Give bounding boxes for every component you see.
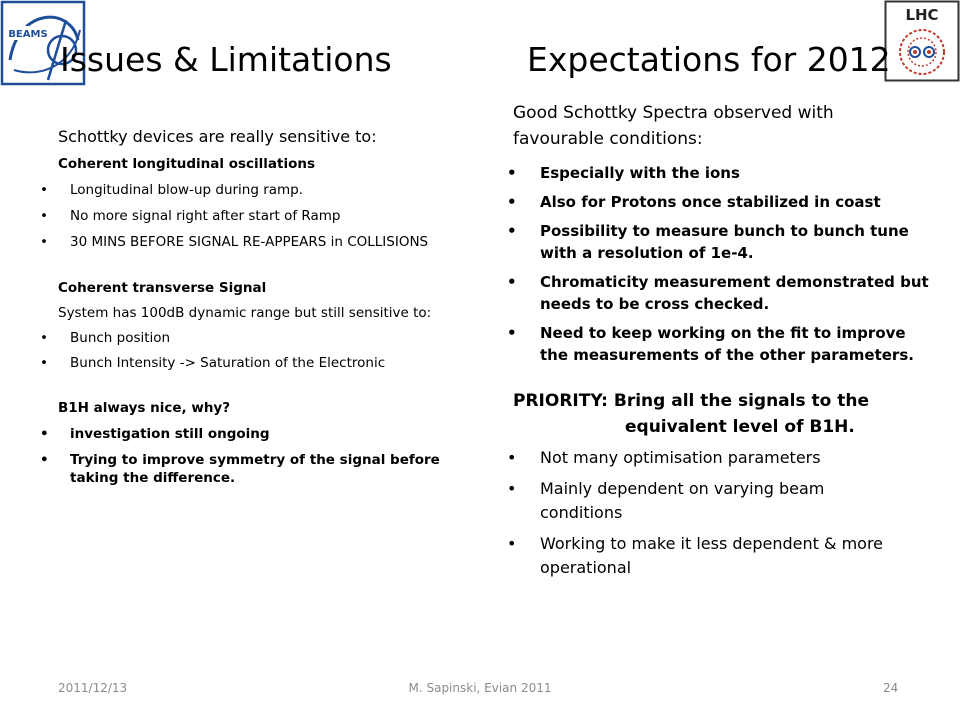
right-bullet: • Especially with the ions	[505, 162, 943, 184]
section2-bullet: • Bunch position	[40, 329, 468, 347]
left-column	[58, 126, 468, 487]
priority-bullet: • Not many optimisation parameters	[505, 446, 943, 470]
section3-bullet: • Trying to improve symmetry of the signal before taking the difference.	[40, 451, 462, 487]
section2-heading: Coherent transverse Signal	[58, 280, 267, 296]
right-bullet: • Need to keep working on the fit to improve the measurements of the other parameters.	[505, 322, 935, 366]
priority-bullet: • Working to make it less dependent & more operational	[505, 532, 920, 580]
left-intro: Schottky devices are really sensitive to:	[58, 127, 377, 146]
priority-line2: equivalent level of B1H.	[625, 417, 855, 437]
right-bullet: • Chromaticity measurement demonstrated but needs to be cross checked.	[505, 271, 935, 315]
right-column	[513, 100, 943, 580]
footer-page-number: 24	[883, 681, 899, 695]
section3-heading: B1H always nice, why?	[58, 400, 231, 416]
section2-intro: System has 100dB dynamic range but still sensitive to:	[58, 305, 432, 321]
priority-bullet: • Mainly dependent on varying beam conditions	[505, 477, 900, 525]
section1-bullet: • No more signal right after start of Ramp	[40, 207, 468, 225]
section2-bullet: • Bunch Intensity -> Saturation of the Electronic	[40, 354, 468, 372]
left-slide-title: Issues & Limitations	[60, 40, 392, 79]
beams-logo-text: BEAMS	[8, 29, 48, 40]
section3-bullet: • investigation still ongoing	[40, 425, 468, 443]
section1-bullet: • Longitudinal blow-up during ramp.	[40, 181, 468, 199]
lhc-logo-graphic	[884, 0, 960, 82]
lhc-logo-text: LHC	[905, 6, 939, 24]
lhc-logo	[884, 0, 960, 82]
right-bullet: • Possibility to measure bunch to bunch tune with a resolution of 1e-4.	[505, 220, 935, 264]
footer-author: M. Sapinski, Evian 2011	[408, 681, 552, 695]
right-slide-title: Expectations for 2012	[527, 40, 891, 79]
right-bullet: • Also for Protons once stabilized in coast	[505, 191, 943, 213]
right-intro: Good Schottky Spectra observed with favourable conditions:	[513, 103, 834, 149]
footer-date: 2011/12/13	[58, 681, 128, 695]
priority-line1: PRIORITY: Bring all the signals to the	[513, 391, 870, 411]
section1-heading: Coherent longitudinal oscillations	[58, 156, 316, 172]
section1-bullet: • 30 MINS BEFORE SIGNAL RE-APPEARS in COLLISIONS	[40, 233, 468, 251]
